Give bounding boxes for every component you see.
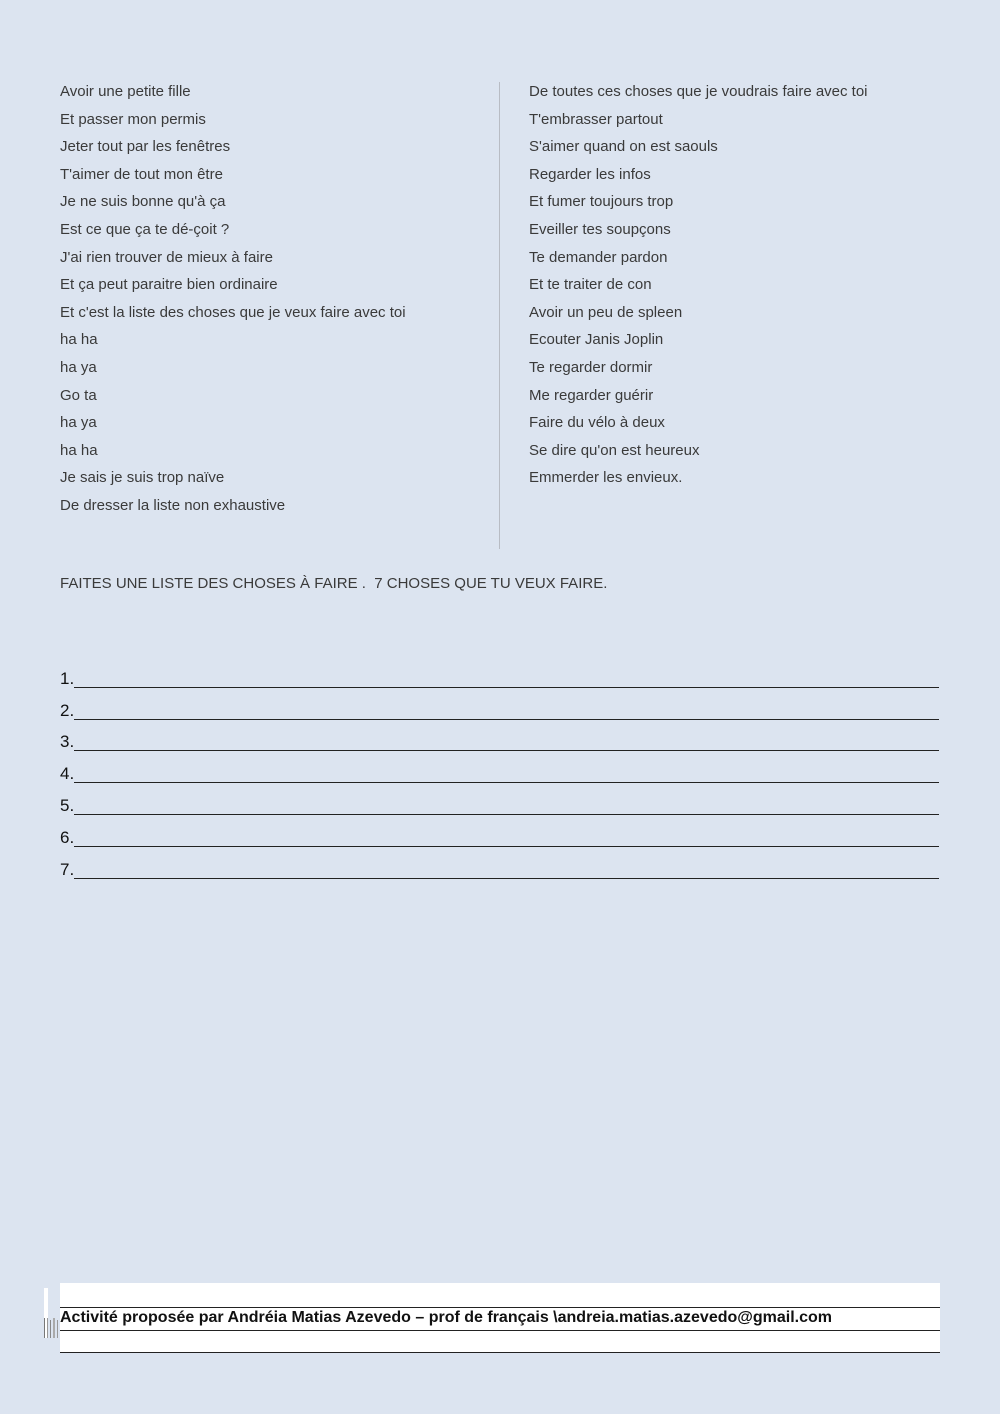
answer-number: 6. <box>60 827 75 847</box>
lyric-line: Te regarder dormir <box>529 358 653 376</box>
answer-row <box>60 817 939 849</box>
answer-blank-line[interactable] <box>74 699 939 720</box>
answer-blank-line[interactable] <box>74 794 939 815</box>
answer-blank-line[interactable] <box>74 667 939 688</box>
lyric-line: De dresser la liste non exhaustive <box>60 496 286 514</box>
lyric-line: Ecouter Janis Joplin <box>529 331 664 349</box>
footer-rule-bottom <box>60 1352 940 1353</box>
footer-rule-middle <box>60 1330 940 1331</box>
footer-box <box>60 1283 940 1353</box>
answer-number: 2. <box>60 700 75 720</box>
lyric-line: Avoir un peu de spleen <box>529 303 683 321</box>
answer-number: 5. <box>60 795 75 815</box>
lyric-line: S'aimer quand on est saouls <box>529 138 718 156</box>
lyric-line: Avoir une petite fille <box>60 83 191 100</box>
answer-blank-line[interactable] <box>74 858 939 879</box>
footer-rule-top <box>60 1307 940 1308</box>
lyric-line: ha ha <box>60 331 98 349</box>
lyric-line: J'ai rien trouver de mieux à faire <box>60 248 273 266</box>
lyric-line: Eveiller tes soupçons <box>529 220 671 238</box>
lyrics-right-column <box>529 78 969 492</box>
answer-blank-line[interactable] <box>74 730 939 751</box>
lyric-line: Je ne suis bonne qu'à ça <box>60 193 226 211</box>
answer-number: 4. <box>60 764 75 784</box>
lyric-line: ha ya <box>60 414 97 432</box>
footer-credit: Activité proposée par Andréia Matias Azevedo – prof de français \andreia.matias.azevedo@gmail.com <box>60 1309 832 1326</box>
lyric-line: Et c'est la liste des choses que je veux faire avec toi <box>60 303 406 321</box>
lyric-line: Est ce que ça te dé-çoit ? <box>60 220 230 238</box>
answer-row <box>60 785 939 817</box>
lyric-line: Faire du vélo à deux <box>529 414 665 432</box>
answer-row <box>60 658 939 690</box>
answer-row <box>60 849 939 881</box>
answer-number: 7. <box>60 859 75 879</box>
lyric-line: Regarder les infos <box>529 165 651 183</box>
lyric-line: De toutes ces choses que je voudrais faire avec toi <box>529 83 868 100</box>
lyric-line: T'aimer de tout mon être <box>60 165 223 183</box>
lyric-line: ha ha <box>60 441 98 459</box>
lyric-line: Se dire qu'on est heureux <box>529 441 700 459</box>
lyric-line: Emmerder les envieux. <box>529 469 683 487</box>
answer-number: 1. <box>60 668 75 688</box>
lyric-line: Et fumer toujours trop <box>529 193 674 211</box>
lyric-line: Je sais je suis trop naïve <box>60 469 225 487</box>
instruction-text: FAITES UNE LISTE DES CHOSES À FAIRE . 7 CHOSES QUE TU VEUX FAIRE. <box>60 575 608 592</box>
lyric-line: ha ya <box>60 358 97 376</box>
lyric-line: T'embrasser partout <box>529 110 663 128</box>
answer-list <box>60 658 939 881</box>
lyrics-left-column <box>60 78 490 520</box>
lyric-line: Te demander pardon <box>529 248 668 266</box>
answer-row <box>60 722 939 754</box>
answer-row <box>60 690 939 722</box>
answer-blank-line[interactable] <box>74 762 939 783</box>
lyric-line: Et te traiter de con <box>529 276 652 294</box>
lyric-line: Me regarder guérir <box>529 386 654 404</box>
lyric-line: Jeter tout par les fenêtres <box>60 138 231 156</box>
lyric-line: Et ça peut paraitre bien ordinaire <box>60 276 278 294</box>
answer-row <box>60 753 939 785</box>
column-divider <box>499 82 500 549</box>
lyric-line: Et passer mon permis <box>60 110 206 128</box>
answer-number: 3. <box>60 732 75 752</box>
answer-blank-line[interactable] <box>74 826 939 847</box>
lyric-line: Go ta <box>60 386 97 404</box>
